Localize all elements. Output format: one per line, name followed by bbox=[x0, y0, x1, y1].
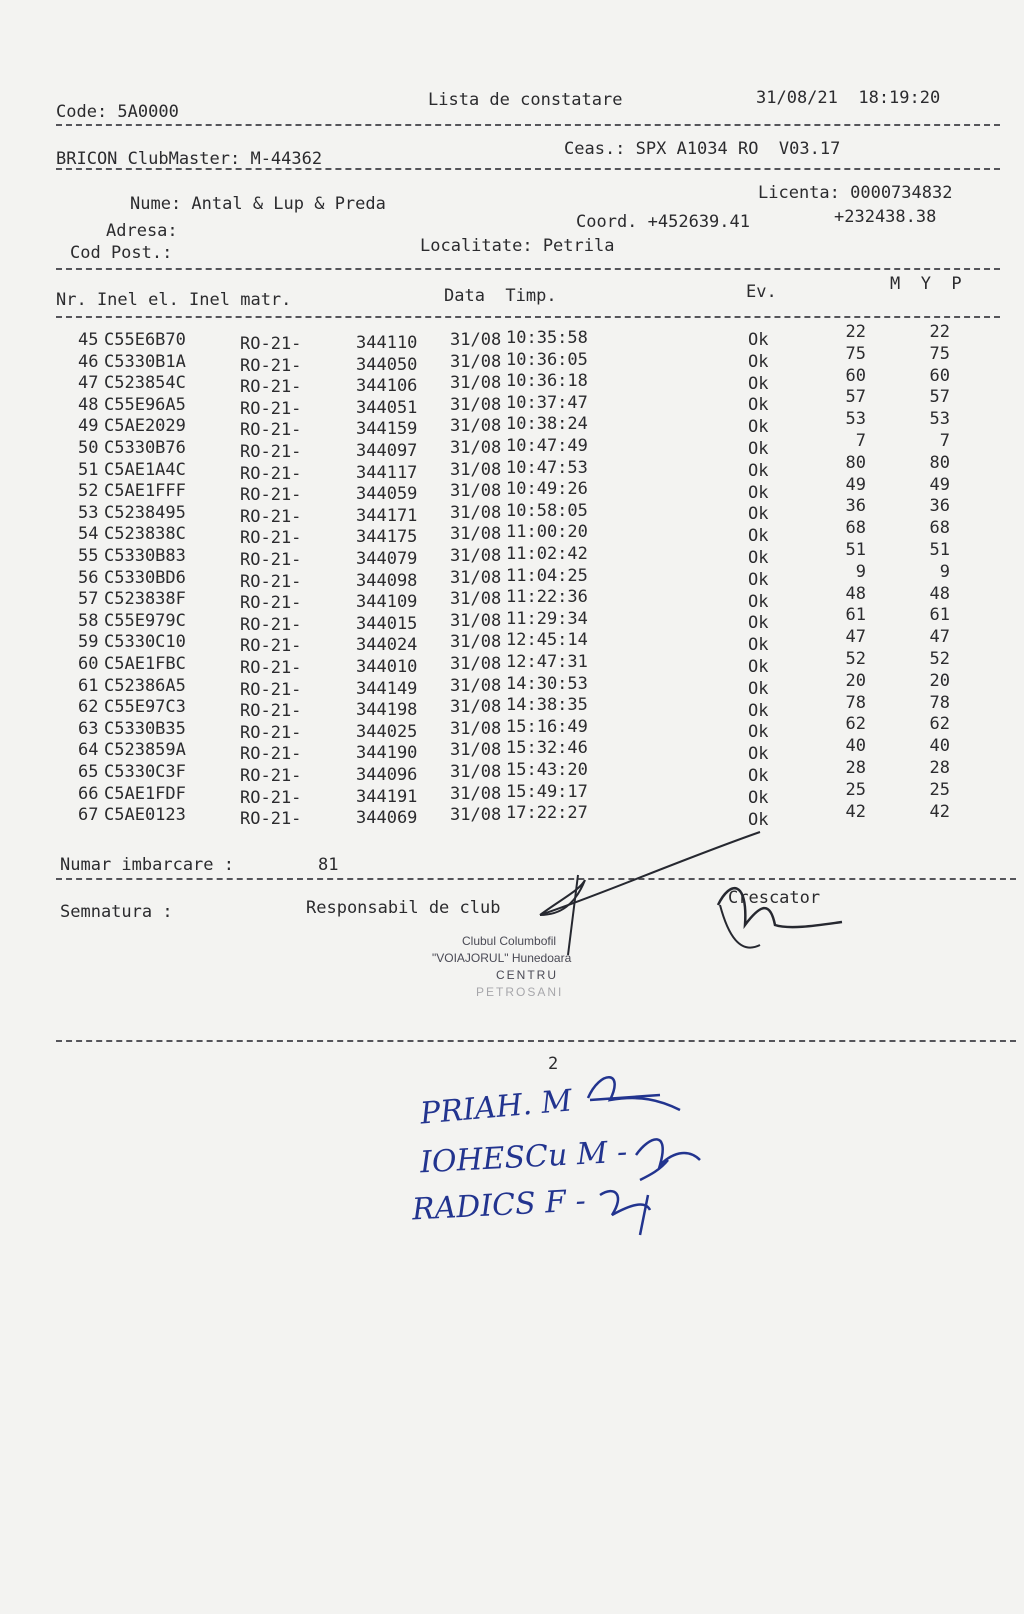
breeder-label: Crescator bbox=[728, 888, 821, 908]
ring-prefix: RO-21- bbox=[240, 658, 302, 678]
event-status: Ok bbox=[748, 657, 769, 677]
ring-number: 344109 bbox=[356, 592, 418, 613]
arrival-time: 10:47:49 bbox=[506, 436, 588, 456]
arrival-time: 14:38:35 bbox=[506, 695, 588, 716]
value-m: 62 bbox=[845, 714, 866, 735]
ring-number: 344050 bbox=[356, 354, 418, 375]
arrival-time: 10:36:05 bbox=[506, 349, 588, 370]
value-y: 9 bbox=[939, 561, 950, 582]
header-date-time: Data Timp. bbox=[444, 286, 557, 306]
ring-number: 344117 bbox=[356, 462, 418, 483]
value-m: 25 bbox=[845, 779, 866, 800]
row-number: 62 bbox=[78, 697, 99, 718]
arrival-time: 10:36:18 bbox=[506, 371, 588, 392]
event-status: Ok bbox=[748, 569, 769, 590]
electronic-ring: C523854C bbox=[104, 373, 186, 394]
arrival-time: 10:37:47 bbox=[506, 392, 588, 413]
ring-prefix: RO-21- bbox=[240, 442, 302, 462]
row-number: 65 bbox=[78, 762, 99, 782]
ring-prefix: RO-21- bbox=[240, 420, 302, 441]
arrival-date: 31/08 bbox=[450, 805, 502, 826]
value-m: 57 bbox=[845, 387, 866, 408]
ring-number: 344097 bbox=[356, 441, 418, 461]
ring-prefix: RO-21- bbox=[240, 787, 302, 808]
ring-number: 344051 bbox=[356, 397, 418, 418]
value-y: 78 bbox=[929, 692, 950, 713]
value-y: 52 bbox=[929, 649, 950, 669]
ring-number: 344110 bbox=[356, 333, 418, 353]
handwritten-name: PRIAH. M bbox=[418, 1083, 574, 1132]
electronic-ring: C523838F bbox=[104, 589, 186, 610]
ring-prefix: RO-21- bbox=[240, 528, 302, 549]
electronic-ring: C523838C bbox=[104, 524, 186, 545]
ring-number: 344025 bbox=[356, 721, 418, 742]
ring-number: 344190 bbox=[356, 743, 418, 764]
electronic-ring: C5330C10 bbox=[104, 632, 186, 653]
owner-name: Nume: Antal & Lup & Preda bbox=[130, 194, 386, 214]
event-status: Ok bbox=[748, 330, 769, 350]
ring-prefix: RO-21- bbox=[240, 593, 302, 614]
coord-longitude: +232438.38 bbox=[834, 207, 937, 227]
ring-prefix: RO-21- bbox=[240, 679, 302, 700]
row-number: 61 bbox=[78, 675, 99, 696]
arrival-time: 12:45:14 bbox=[506, 630, 588, 651]
value-m: 52 bbox=[845, 649, 866, 669]
electronic-ring: C52386A5 bbox=[104, 675, 186, 696]
row-number: 60 bbox=[78, 654, 99, 674]
ring-number: 344059 bbox=[356, 484, 418, 505]
event-status: Ok bbox=[748, 809, 769, 830]
arrival-time: 10:47:53 bbox=[506, 457, 588, 478]
ring-prefix: RO-21- bbox=[240, 398, 302, 419]
ring-number: 344096 bbox=[356, 765, 418, 785]
value-y: 53 bbox=[929, 409, 950, 430]
arrival-time: 15:49:17 bbox=[506, 781, 588, 802]
arrival-date: 31/08 bbox=[450, 675, 502, 696]
ring-number: 344149 bbox=[356, 678, 418, 699]
row-number: 51 bbox=[78, 459, 99, 480]
value-m: 36 bbox=[845, 496, 866, 517]
ring-number: 344069 bbox=[356, 808, 418, 829]
event-status: Ok bbox=[748, 613, 769, 634]
electronic-ring: C523859A bbox=[104, 740, 186, 761]
row-number: 66 bbox=[78, 783, 99, 804]
event-status: Ok bbox=[748, 722, 769, 743]
event-status: Ok bbox=[748, 635, 769, 656]
stamp-line: "VOIAJORUL" Hunedoara bbox=[432, 951, 572, 965]
value-y: 61 bbox=[929, 605, 950, 626]
postal-code-label: Cod Post.: bbox=[70, 243, 173, 263]
ring-number: 344175 bbox=[356, 527, 418, 548]
clubmaster-id: BRICON ClubMaster: M-44362 bbox=[56, 149, 323, 169]
arrival-time: 11:22:36 bbox=[506, 587, 588, 608]
row-number: 47 bbox=[78, 373, 99, 394]
ring-number: 344106 bbox=[356, 376, 418, 397]
stamp-line: Clubul Columbofil bbox=[462, 934, 557, 948]
handwritten-name: IOHESCu M - bbox=[419, 1134, 629, 1181]
row-number: 56 bbox=[78, 567, 99, 588]
value-m: 75 bbox=[845, 343, 866, 364]
value-y: 25 bbox=[929, 779, 950, 800]
value-y: 60 bbox=[929, 365, 950, 386]
event-status: Ok bbox=[748, 351, 769, 372]
arrival-date: 31/08 bbox=[450, 697, 502, 718]
ring-number: 344079 bbox=[356, 549, 418, 569]
coord-latitude: Coord. +452639.41 bbox=[576, 212, 750, 232]
ring-number: 344024 bbox=[356, 635, 418, 656]
arrival-date: 31/08 bbox=[450, 524, 502, 545]
arrival-time: 10:38:24 bbox=[506, 414, 588, 435]
arrival-date: 31/08 bbox=[450, 783, 502, 804]
value-m: 51 bbox=[845, 540, 866, 560]
arrival-time: 10:35:58 bbox=[506, 328, 588, 348]
row-number: 45 bbox=[78, 330, 99, 350]
arrival-date: 31/08 bbox=[450, 632, 502, 653]
electronic-ring: C5238495 bbox=[104, 502, 186, 523]
stamp-line: PETROSANI bbox=[476, 985, 564, 999]
ring-number: 344159 bbox=[356, 419, 418, 440]
row-number: 63 bbox=[78, 718, 99, 739]
value-m: 53 bbox=[845, 409, 866, 430]
arrival-date: 31/08 bbox=[450, 351, 502, 372]
value-y: 40 bbox=[929, 736, 950, 757]
event-status: Ok bbox=[748, 678, 769, 699]
header-myp: M Y P bbox=[890, 274, 962, 294]
arrival-date: 31/08 bbox=[450, 438, 502, 458]
ring-number: 344171 bbox=[356, 505, 418, 526]
ring-prefix: RO-21- bbox=[240, 334, 302, 354]
ring-number: 344191 bbox=[356, 786, 418, 807]
value-m: 42 bbox=[845, 801, 866, 822]
ring-prefix: RO-21- bbox=[240, 463, 302, 484]
arrival-time: 14:30:53 bbox=[506, 673, 588, 694]
electronic-ring: C5AE0123 bbox=[104, 805, 186, 826]
arrival-date: 31/08 bbox=[450, 481, 502, 502]
row-number: 46 bbox=[78, 351, 99, 372]
event-status: Ok bbox=[748, 700, 769, 721]
arrival-time: 17:22:27 bbox=[506, 803, 588, 824]
ring-prefix: RO-21- bbox=[240, 636, 302, 657]
electronic-ring: C5AE1FBC bbox=[104, 654, 186, 674]
arrival-date: 31/08 bbox=[450, 654, 502, 674]
event-status: Ok bbox=[748, 482, 769, 503]
event-status: Ok bbox=[748, 591, 769, 612]
row-number: 57 bbox=[78, 589, 99, 610]
stamp-line: CENTRU bbox=[496, 968, 558, 982]
electronic-ring: C5330B35 bbox=[104, 718, 186, 739]
event-status: Ok bbox=[748, 373, 769, 394]
row-number: 58 bbox=[78, 610, 99, 631]
value-m: 20 bbox=[845, 670, 866, 691]
ring-prefix: RO-21- bbox=[240, 766, 302, 786]
ring-prefix: RO-21- bbox=[240, 809, 302, 830]
event-status: Ok bbox=[748, 460, 769, 481]
row-number: 53 bbox=[78, 502, 99, 523]
ring-number: 344015 bbox=[356, 613, 418, 634]
row-number: 59 bbox=[78, 632, 99, 653]
arrival-time: 11:29:34 bbox=[506, 608, 588, 629]
arrival-date: 31/08 bbox=[450, 718, 502, 739]
value-m: 48 bbox=[845, 583, 866, 604]
value-m: 28 bbox=[845, 758, 866, 778]
electronic-ring: C55E96A5 bbox=[104, 394, 186, 415]
ring-prefix: RO-21- bbox=[240, 722, 302, 743]
code-label: Code: 5A0000 bbox=[56, 102, 179, 122]
value-m: 40 bbox=[845, 736, 866, 757]
arrival-date: 31/08 bbox=[450, 740, 502, 761]
arrival-date: 31/08 bbox=[450, 610, 502, 631]
event-status: Ok bbox=[748, 504, 769, 525]
arrival-time: 15:16:49 bbox=[506, 716, 588, 737]
electronic-ring: C5330B76 bbox=[104, 438, 186, 458]
value-y: 49 bbox=[929, 474, 950, 495]
ring-prefix: RO-21- bbox=[240, 571, 302, 592]
arrival-time: 12:47:31 bbox=[506, 652, 588, 672]
value-y: 28 bbox=[929, 758, 950, 778]
value-y: 36 bbox=[929, 496, 950, 517]
electronic-ring: C5AE1FFF bbox=[104, 481, 186, 502]
value-m: 60 bbox=[845, 365, 866, 386]
electronic-ring: C55E97C3 bbox=[104, 697, 186, 718]
boarding-count: 81 bbox=[318, 855, 339, 875]
arrival-date: 31/08 bbox=[450, 546, 502, 566]
arrival-time: 11:04:25 bbox=[506, 565, 588, 586]
electronic-ring: C5AE1FDF bbox=[104, 783, 186, 804]
ring-number: 344098 bbox=[356, 570, 418, 591]
value-y: 62 bbox=[929, 714, 950, 735]
header-ev: Ev. bbox=[746, 282, 777, 302]
arrival-time: 15:32:46 bbox=[506, 738, 588, 759]
value-y: 22 bbox=[929, 322, 950, 342]
electronic-ring: C5AE2029 bbox=[104, 416, 186, 437]
ring-number: 344010 bbox=[356, 657, 418, 677]
boarding-label: Numar imbarcare : bbox=[60, 855, 234, 875]
row-number: 55 bbox=[78, 546, 99, 566]
electronic-ring: C5330C3F bbox=[104, 762, 186, 782]
arrival-date: 31/08 bbox=[450, 373, 502, 394]
value-m: 7 bbox=[855, 431, 866, 451]
arrival-time: 11:00:20 bbox=[506, 522, 588, 543]
arrival-date: 31/08 bbox=[450, 394, 502, 415]
page-number: 2 bbox=[548, 1054, 559, 1074]
ring-prefix: RO-21- bbox=[240, 485, 302, 506]
club-responsible-label: Responsabil de club bbox=[306, 898, 501, 918]
event-status: Ok bbox=[748, 787, 769, 808]
arrival-date: 31/08 bbox=[450, 567, 502, 588]
event-status: Ok bbox=[748, 439, 769, 459]
arrival-date: 31/08 bbox=[450, 762, 502, 782]
value-y: 68 bbox=[929, 518, 950, 539]
ring-prefix: RO-21- bbox=[240, 506, 302, 527]
arrival-time: 15:43:20 bbox=[506, 760, 588, 780]
electronic-ring: C5330BD6 bbox=[104, 567, 186, 588]
value-m: 80 bbox=[845, 452, 866, 473]
locality: Localitate: Petrila bbox=[420, 236, 615, 256]
event-status: Ok bbox=[748, 766, 769, 786]
row-number: 50 bbox=[78, 438, 99, 458]
electronic-ring: C55E6B70 bbox=[104, 330, 186, 350]
value-y: 48 bbox=[929, 583, 950, 604]
row-number: 52 bbox=[78, 481, 99, 502]
value-y: 47 bbox=[929, 627, 950, 648]
row-number: 48 bbox=[78, 394, 99, 415]
arrival-time: 10:49:26 bbox=[506, 479, 588, 500]
arrival-time: 10:58:05 bbox=[506, 500, 588, 521]
ring-prefix: RO-21- bbox=[240, 550, 302, 570]
signature-label: Semnatura : bbox=[60, 902, 173, 922]
row-number: 49 bbox=[78, 416, 99, 437]
arrival-date: 31/08 bbox=[450, 330, 502, 350]
row-number: 64 bbox=[78, 740, 99, 761]
value-y: 57 bbox=[929, 387, 950, 408]
value-m: 68 bbox=[845, 518, 866, 539]
row-number: 54 bbox=[78, 524, 99, 545]
event-status: Ok bbox=[748, 744, 769, 765]
row-number: 67 bbox=[78, 805, 99, 826]
arrival-date: 31/08 bbox=[450, 589, 502, 610]
handwritten-name: RADICS F - bbox=[411, 1183, 587, 1228]
value-m: 49 bbox=[845, 474, 866, 495]
value-m: 78 bbox=[845, 692, 866, 713]
value-m: 61 bbox=[845, 605, 866, 626]
event-status: Ok bbox=[748, 548, 769, 568]
arrival-date: 31/08 bbox=[450, 416, 502, 437]
document-title: Lista de constatare bbox=[428, 90, 623, 110]
value-y: 42 bbox=[929, 801, 950, 822]
clock-id: Ceas.: SPX A1034 RO V03.17 bbox=[564, 139, 841, 159]
arrival-date: 31/08 bbox=[450, 459, 502, 480]
event-status: Ok bbox=[748, 395, 769, 416]
license-number: Licenta: 0000734832 bbox=[758, 183, 953, 203]
ring-prefix: RO-21- bbox=[240, 701, 302, 722]
ring-prefix: RO-21- bbox=[240, 377, 302, 398]
value-y: 51 bbox=[929, 540, 950, 560]
ring-prefix: RO-21- bbox=[240, 744, 302, 765]
value-m: 9 bbox=[855, 561, 866, 582]
value-y: 7 bbox=[939, 431, 950, 451]
ring-number: 344198 bbox=[356, 700, 418, 721]
event-status: Ok bbox=[748, 417, 769, 438]
ring-prefix: RO-21- bbox=[240, 614, 302, 635]
value-y: 75 bbox=[929, 343, 950, 364]
value-m: 47 bbox=[845, 627, 866, 648]
electronic-ring: C5330B83 bbox=[104, 546, 186, 566]
ring-prefix: RO-21- bbox=[240, 355, 302, 376]
electronic-ring: C5AE1A4C bbox=[104, 459, 186, 480]
print-datetime: 31/08/21 18:19:20 bbox=[756, 88, 941, 108]
electronic-ring: C55E979C bbox=[104, 610, 186, 631]
electronic-ring: C5330B1A bbox=[104, 351, 186, 372]
value-m: 22 bbox=[845, 322, 866, 342]
header-nr-ring: Nr. Inel el. Inel matr. bbox=[56, 290, 292, 310]
value-y: 80 bbox=[929, 452, 950, 473]
address-label: Adresa: bbox=[106, 221, 178, 241]
event-status: Ok bbox=[748, 526, 769, 547]
arrival-date: 31/08 bbox=[450, 502, 502, 523]
value-y: 20 bbox=[929, 670, 950, 691]
arrival-time: 11:02:42 bbox=[506, 544, 588, 564]
